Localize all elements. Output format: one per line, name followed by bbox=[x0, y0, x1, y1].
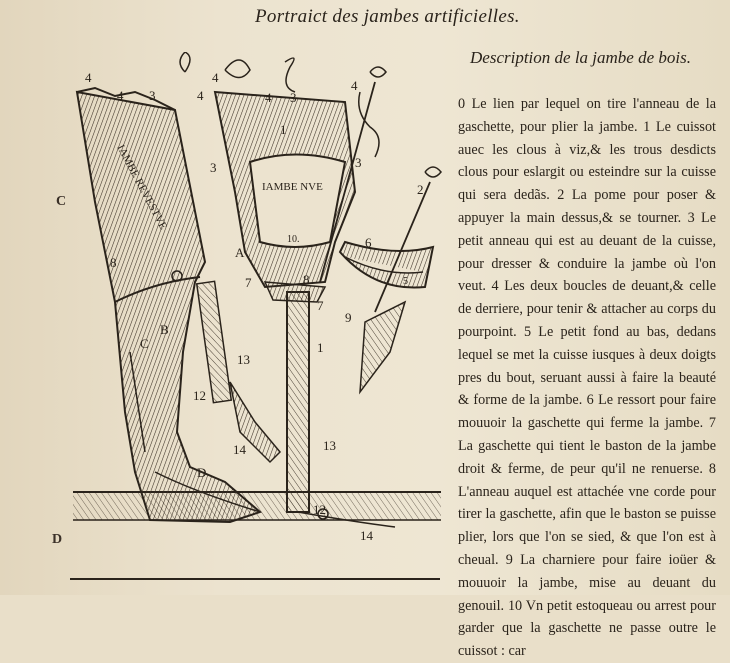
callout-3b: 3 bbox=[290, 90, 297, 105]
wooden-leg-figure bbox=[215, 92, 395, 527]
callout-3a: 3 bbox=[149, 88, 156, 103]
callout-14b: 14 bbox=[360, 528, 373, 543]
callout-12b: 12 bbox=[313, 502, 326, 517]
callout-letter-c: C bbox=[140, 336, 149, 351]
callout-2: 2 bbox=[417, 182, 424, 197]
page-title: Portraict des jambes artificielles. bbox=[255, 6, 520, 27]
callout-letter-a: A bbox=[235, 245, 245, 260]
description-text: 0 Le lien par lequel on tire l'anneau de la gaschette, pour plier la jambe. 1 Le cuissot auec les clous à viz,& les trous desdicts clous pour eslargit ou esteindre sur la cuisse qui sera dedãs. 2 La pome pour poser & appuyer la main dessus,& se tourner. 3 Le petit anneau qui est au deuant de la cuisse, pour dresser & conduire la jambe où l'on veut. 4 Les deux boucles de deuant,& celle de derriere, pour tenir & attacher au corps du pourpoint. 5 Le petit fond au bas, dedans lequel se met la cuisse iusques à deux doigts pres du bout, seruant aussi à faire la beauté & forme de la jambe. 6 Le ressort pour faire mouuoir la gaschette qui ferme la jambe. 7 La gaschette qui tient le baston de la jambe droit & ferme, de peur qu'il ne renuerse. 8 L'anneau auquel est attachée vne corde pour tirer la gaschette, afin que le baston se puisse plier, lors que l'on se sied, & que l'on est à cheual. 9 La charniere pour faire ioüer & mouuoir la jambe, mise au deuant du genouil. 10 Vn petit estoqueau ou arrest pour garder que la gaschette ne passe outre le cuissot : car bbox=[458, 96, 716, 660]
ground-base bbox=[73, 492, 441, 520]
callout-13b: 13 bbox=[323, 438, 336, 453]
callout-7b: 7 bbox=[317, 298, 324, 313]
label-jambe-nue: IAMBE NVE bbox=[262, 181, 323, 193]
label-number-5: 5 bbox=[403, 276, 408, 287]
callout-3c: 3 bbox=[210, 160, 217, 175]
bottom-rule bbox=[70, 578, 440, 580]
hinge-frame-part bbox=[197, 281, 280, 462]
callout-8b: 8 bbox=[303, 272, 310, 287]
callout-8a: 8 bbox=[110, 255, 117, 270]
callout-4b: 4 bbox=[117, 88, 124, 103]
callout-12a: 12 bbox=[193, 388, 206, 403]
margin-letter-c: C bbox=[56, 194, 67, 209]
label-jambe-revestue: IAMBE REVESTVE bbox=[114, 142, 170, 232]
callout-4e: 4 bbox=[265, 90, 272, 105]
callout-4f: 4 bbox=[351, 78, 358, 93]
callout-4a: 4 bbox=[85, 70, 92, 85]
callout-14a: 14 bbox=[233, 442, 246, 457]
callout-letter-b: B bbox=[160, 322, 169, 337]
callout-13a: 13 bbox=[237, 352, 250, 367]
callout-6a: 6 bbox=[365, 235, 372, 250]
margin-letter-d: D bbox=[52, 532, 63, 547]
description-title: Description de la jambe de bois. bbox=[470, 48, 691, 67]
callout-4d: 4 bbox=[212, 70, 219, 85]
callout-letter-d: D bbox=[197, 465, 207, 480]
callout-0: 1 bbox=[317, 340, 324, 355]
callout-1: 1 bbox=[280, 122, 287, 137]
callout-9: 9 bbox=[345, 310, 352, 325]
woodcut-artificial-legs-illustration bbox=[55, 52, 455, 592]
label-number-10: 10. bbox=[287, 234, 300, 245]
callout-7a: 7 bbox=[245, 275, 252, 290]
callout-4c: 4 bbox=[197, 88, 204, 103]
callout-3d: 3 bbox=[355, 155, 362, 170]
